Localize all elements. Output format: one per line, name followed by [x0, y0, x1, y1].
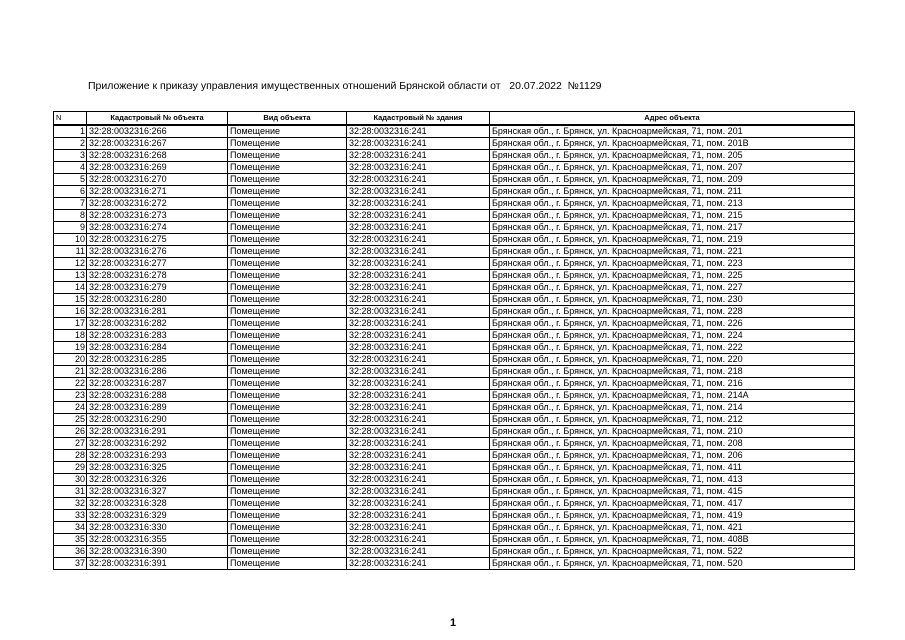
- address-cell: Брянская обл., г. Брянск, ул. Красноармейская, 71, пом. 411: [490, 462, 855, 474]
- table-row: [54, 378, 855, 390]
- building-number-cell: 32:28:0032316:241: [347, 270, 490, 282]
- table-row: [54, 150, 855, 162]
- property-table: [53, 111, 855, 570]
- table-row: [54, 342, 855, 354]
- address-cell: Брянская обл., г. Брянск, ул. Красноармейская, 71, пом. 419: [490, 510, 855, 522]
- building-number-cell: 32:28:0032316:241: [347, 125, 490, 138]
- address-cell: Брянская обл., г. Брянск, ул. Красноармейская, 71, пом. 212: [490, 414, 855, 426]
- object-type-cell: Помещение: [228, 546, 347, 558]
- address-cell: Брянская обл., г. Брянск, ул. Красноармейская, 71, пом. 216: [490, 378, 855, 390]
- address-cell: Брянская обл., г. Брянск, ул. Красноармейская, 71, пом. 205: [490, 150, 855, 162]
- object-type-cell: Помещение: [228, 150, 347, 162]
- object-type-cell: Помещение: [228, 558, 347, 570]
- cadastral-number-cell: 32:28:0032316:291: [87, 426, 228, 438]
- building-number-cell: 32:28:0032316:241: [347, 438, 490, 450]
- cadastral-number-cell: 32:28:0032316:277: [87, 258, 228, 270]
- cadastral-number-cell: 32:28:0032316:275: [87, 234, 228, 246]
- building-number-cell: 32:28:0032316:241: [347, 198, 490, 210]
- table-row: [54, 138, 855, 150]
- address-cell: Брянская обл., г. Брянск, ул. Красноармейская, 71, пом. 522: [490, 546, 855, 558]
- object-type-cell: Помещение: [228, 162, 347, 174]
- address-cell: Брянская обл., г. Брянск, ул. Красноармейская, 71, пом. 207: [490, 162, 855, 174]
- cadastral-number-cell: 32:28:0032316:390: [87, 546, 228, 558]
- address-cell: Брянская обл., г. Брянск, ул. Красноармейская, 71, пом. 228: [490, 306, 855, 318]
- row-number-cell: 21: [54, 366, 87, 378]
- address-cell: Брянская обл., г. Брянск, ул. Красноармейская, 71, пом. 408В: [490, 534, 855, 546]
- building-number-cell: 32:28:0032316:241: [347, 486, 490, 498]
- object-type-cell: Помещение: [228, 174, 347, 186]
- address-cell: Брянская обл., г. Брянск, ул. Красноармейская, 71, пом. 413: [490, 474, 855, 486]
- row-number-cell: 4: [54, 162, 87, 174]
- column-header-address: Адрес объекта: [490, 112, 855, 126]
- row-number-cell: 20: [54, 354, 87, 366]
- row-number-cell: 33: [54, 510, 87, 522]
- table-row: [54, 366, 855, 378]
- building-number-cell: 32:28:0032316:241: [347, 222, 490, 234]
- table-row: [54, 246, 855, 258]
- table-row: [54, 318, 855, 330]
- object-type-cell: Помещение: [228, 402, 347, 414]
- cadastral-number-cell: 32:28:0032316:391: [87, 558, 228, 570]
- building-number-cell: 32:28:0032316:241: [347, 534, 490, 546]
- cadastral-number-cell: 32:28:0032316:329: [87, 510, 228, 522]
- address-cell: Брянская обл., г. Брянск, ул. Красноармейская, 71, пом. 218: [490, 366, 855, 378]
- table-row: [54, 270, 855, 282]
- address-cell: Брянская обл., г. Брянск, ул. Красноармейская, 71, пом. 209: [490, 174, 855, 186]
- row-number-cell: 16: [54, 306, 87, 318]
- table-row: [54, 414, 855, 426]
- object-type-cell: Помещение: [228, 534, 347, 546]
- building-number-cell: 32:28:0032316:241: [347, 150, 490, 162]
- cadastral-number-cell: 32:28:0032316:283: [87, 330, 228, 342]
- table-row: [54, 438, 855, 450]
- building-number-cell: 32:28:0032316:241: [347, 210, 490, 222]
- building-number-cell: 32:28:0032316:241: [347, 462, 490, 474]
- address-cell: Брянская обл., г. Брянск, ул. Красноармейская, 71, пом. 201: [490, 125, 855, 138]
- building-number-cell: 32:28:0032316:241: [347, 306, 490, 318]
- address-cell: Брянская обл., г. Брянск, ул. Красноармейская, 71, пом. 210: [490, 426, 855, 438]
- object-type-cell: Помещение: [228, 270, 347, 282]
- table-row: [54, 306, 855, 318]
- row-number-cell: 24: [54, 402, 87, 414]
- object-type-cell: Помещение: [228, 354, 347, 366]
- row-number-cell: 27: [54, 438, 87, 450]
- table-row: [54, 222, 855, 234]
- building-number-cell: 32:28:0032316:241: [347, 366, 490, 378]
- row-number-cell: 18: [54, 330, 87, 342]
- cadastral-number-cell: 32:28:0032316:326: [87, 474, 228, 486]
- page-number: 1: [450, 617, 457, 629]
- table-row: [54, 162, 855, 174]
- cadastral-number-cell: 32:28:0032316:282: [87, 318, 228, 330]
- object-type-cell: Помещение: [228, 282, 347, 294]
- building-number-cell: 32:28:0032316:241: [347, 174, 490, 186]
- building-number-cell: 32:28:0032316:241: [347, 426, 490, 438]
- cadastral-number-cell: 32:28:0032316:286: [87, 366, 228, 378]
- row-number-cell: 32: [54, 498, 87, 510]
- row-number-cell: 2: [54, 138, 87, 150]
- object-type-cell: Помещение: [228, 330, 347, 342]
- table-row: [54, 450, 855, 462]
- row-number-cell: 5: [54, 174, 87, 186]
- building-number-cell: 32:28:0032316:241: [347, 330, 490, 342]
- column-header-n: N: [54, 112, 87, 126]
- address-cell: Брянская обл., г. Брянск, ул. Красноармейская, 71, пом. 201В: [490, 138, 855, 150]
- table-row: [54, 198, 855, 210]
- address-cell: Брянская обл., г. Брянск, ул. Красноармейская, 71, пом. 215: [490, 210, 855, 222]
- row-number-cell: 9: [54, 222, 87, 234]
- cadastral-number-cell: 32:28:0032316:280: [87, 294, 228, 306]
- row-number-cell: 25: [54, 414, 87, 426]
- table-row: [54, 402, 855, 414]
- building-number-cell: 32:28:0032316:241: [347, 414, 490, 426]
- address-cell: Брянская обл., г. Брянск, ул. Красноармейская, 71, пом. 211: [490, 186, 855, 198]
- object-type-cell: Помещение: [228, 414, 347, 426]
- object-type-cell: Помещение: [228, 366, 347, 378]
- cadastral-number-cell: 32:28:0032316:292: [87, 438, 228, 450]
- address-cell: Брянская обл., г. Брянск, ул. Красноармейская, 71, пом. 417: [490, 498, 855, 510]
- address-cell: Брянская обл., г. Брянск, ул. Красноармейская, 71, пом. 222: [490, 342, 855, 354]
- cadastral-number-cell: 32:28:0032316:279: [87, 282, 228, 294]
- row-number-cell: 8: [54, 210, 87, 222]
- object-type-cell: Помещение: [228, 234, 347, 246]
- cadastral-number-cell: 32:28:0032316:269: [87, 162, 228, 174]
- cadastral-number-cell: 32:28:0032316:268: [87, 150, 228, 162]
- row-number-cell: 11: [54, 246, 87, 258]
- table-row: [54, 210, 855, 222]
- cadastral-number-cell: 32:28:0032316:325: [87, 462, 228, 474]
- row-number-cell: 14: [54, 282, 87, 294]
- row-number-cell: 31: [54, 486, 87, 498]
- row-number-cell: 30: [54, 474, 87, 486]
- table-row: [54, 234, 855, 246]
- cadastral-number-cell: 32:28:0032316:274: [87, 222, 228, 234]
- address-cell: Брянская обл., г. Брянск, ул. Красноармейская, 71, пом. 421: [490, 522, 855, 534]
- object-type-cell: Помещение: [228, 125, 347, 138]
- building-number-cell: 32:28:0032316:241: [347, 546, 490, 558]
- address-cell: Брянская обл., г. Брянск, ул. Красноармейская, 71, пом. 213: [490, 198, 855, 210]
- object-type-cell: Помещение: [228, 210, 347, 222]
- building-number-cell: 32:28:0032316:241: [347, 162, 490, 174]
- building-number-cell: 32:28:0032316:241: [347, 138, 490, 150]
- object-type-cell: Помещение: [228, 138, 347, 150]
- address-cell: Брянская обл., г. Брянск, ул. Красноармейская, 71, пом. 221: [490, 246, 855, 258]
- row-number-cell: 15: [54, 294, 87, 306]
- cadastral-number-cell: 32:28:0032316:281: [87, 306, 228, 318]
- cadastral-number-cell: 32:28:0032316:328: [87, 498, 228, 510]
- object-type-cell: Помещение: [228, 258, 347, 270]
- cadastral-number-cell: 32:28:0032316:288: [87, 390, 228, 402]
- row-number-cell: 35: [54, 534, 87, 546]
- object-type-cell: Помещение: [228, 378, 347, 390]
- cadastral-number-cell: 32:28:0032316:284: [87, 342, 228, 354]
- cadastral-number-cell: 32:28:0032316:271: [87, 186, 228, 198]
- table-row: [54, 546, 855, 558]
- object-type-cell: Помещение: [228, 474, 347, 486]
- column-header-type: Вид объекта: [228, 112, 347, 126]
- address-cell: Брянская обл., г. Брянск, ул. Красноармейская, 71, пом. 520: [490, 558, 855, 570]
- table-row: [54, 390, 855, 402]
- document-title: Приложение к приказу управления имущественных отношений Брянской области от 20.07.2022 №1129: [88, 80, 602, 92]
- row-number-cell: 17: [54, 318, 87, 330]
- building-number-cell: 32:28:0032316:241: [347, 186, 490, 198]
- object-type-cell: Помещение: [228, 426, 347, 438]
- object-type-cell: Помещение: [228, 246, 347, 258]
- address-cell: Брянская обл., г. Брянск, ул. Красноармейская, 71, пом. 217: [490, 222, 855, 234]
- cadastral-number-cell: 32:28:0032316:272: [87, 198, 228, 210]
- object-type-cell: Помещение: [228, 510, 347, 522]
- table-row: [54, 510, 855, 522]
- object-type-cell: Помещение: [228, 462, 347, 474]
- table-row: [54, 174, 855, 186]
- table-row: [54, 534, 855, 546]
- building-number-cell: 32:28:0032316:241: [347, 450, 490, 462]
- object-type-cell: Помещение: [228, 198, 347, 210]
- address-cell: Брянская обл., г. Брянск, ул. Красноармейская, 71, пом. 415: [490, 486, 855, 498]
- cadastral-number-cell: 32:28:0032316:278: [87, 270, 228, 282]
- cadastral-number-cell: 32:28:0032316:355: [87, 534, 228, 546]
- building-number-cell: 32:28:0032316:241: [347, 342, 490, 354]
- table-body: [54, 125, 855, 570]
- building-number-cell: 32:28:0032316:241: [347, 258, 490, 270]
- object-type-cell: Помещение: [228, 186, 347, 198]
- table-row: [54, 474, 855, 486]
- building-number-cell: 32:28:0032316:241: [347, 246, 490, 258]
- cadastral-number-cell: 32:28:0032316:285: [87, 354, 228, 366]
- address-cell: Брянская обл., г. Брянск, ул. Красноармейская, 71, пом. 223: [490, 258, 855, 270]
- table-row: [54, 125, 855, 138]
- cadastral-number-cell: 32:28:0032316:287: [87, 378, 228, 390]
- row-number-cell: 34: [54, 522, 87, 534]
- object-type-cell: Помещение: [228, 294, 347, 306]
- cadastral-number-cell: 32:28:0032316:267: [87, 138, 228, 150]
- object-type-cell: Помещение: [228, 390, 347, 402]
- object-type-cell: Помещение: [228, 438, 347, 450]
- object-type-cell: Помещение: [228, 222, 347, 234]
- building-number-cell: 32:28:0032316:241: [347, 558, 490, 570]
- row-number-cell: 6: [54, 186, 87, 198]
- building-number-cell: 32:28:0032316:241: [347, 498, 490, 510]
- address-cell: Брянская обл., г. Брянск, ул. Красноармейская, 71, пом. 227: [490, 282, 855, 294]
- building-number-cell: 32:28:0032316:241: [347, 234, 490, 246]
- cadastral-number-cell: 32:28:0032316:289: [87, 402, 228, 414]
- row-number-cell: 26: [54, 426, 87, 438]
- building-number-cell: 32:28:0032316:241: [347, 474, 490, 486]
- object-type-cell: Помещение: [228, 486, 347, 498]
- table-row: [54, 462, 855, 474]
- cadastral-number-cell: 32:28:0032316:293: [87, 450, 228, 462]
- table-row: [54, 186, 855, 198]
- table-row: [54, 558, 855, 570]
- object-type-cell: Помещение: [228, 450, 347, 462]
- table-row: [54, 498, 855, 510]
- building-number-cell: 32:28:0032316:241: [347, 510, 490, 522]
- row-number-cell: 10: [54, 234, 87, 246]
- row-number-cell: 22: [54, 378, 87, 390]
- building-number-cell: 32:28:0032316:241: [347, 378, 490, 390]
- cadastral-number-cell: 32:28:0032316:290: [87, 414, 228, 426]
- row-number-cell: 7: [54, 198, 87, 210]
- object-type-cell: Помещение: [228, 342, 347, 354]
- building-number-cell: 32:28:0032316:241: [347, 402, 490, 414]
- building-number-cell: 32:28:0032316:241: [347, 294, 490, 306]
- row-number-cell: 1: [54, 125, 87, 138]
- row-number-cell: 28: [54, 450, 87, 462]
- object-type-cell: Помещение: [228, 498, 347, 510]
- row-number-cell: 29: [54, 462, 87, 474]
- table-row: [54, 486, 855, 498]
- row-number-cell: 3: [54, 150, 87, 162]
- row-number-cell: 23: [54, 390, 87, 402]
- table-row: [54, 354, 855, 366]
- row-number-cell: 36: [54, 546, 87, 558]
- address-cell: Брянская обл., г. Брянск, ул. Красноармейская, 71, пом. 226: [490, 318, 855, 330]
- address-cell: Брянская обл., г. Брянск, ул. Красноармейская, 71, пом. 220: [490, 354, 855, 366]
- cadastral-number-cell: 32:28:0032316:266: [87, 125, 228, 138]
- building-number-cell: 32:28:0032316:241: [347, 522, 490, 534]
- cadastral-number-cell: 32:28:0032316:330: [87, 522, 228, 534]
- address-cell: Брянская обл., г. Брянск, ул. Красноармейская, 71, пом. 214А: [490, 390, 855, 402]
- table-header-row: [54, 112, 855, 126]
- building-number-cell: 32:28:0032316:241: [347, 390, 490, 402]
- object-type-cell: Помещение: [228, 306, 347, 318]
- address-cell: Брянская обл., г. Брянск, ул. Красноармейская, 71, пом. 208: [490, 438, 855, 450]
- row-number-cell: 12: [54, 258, 87, 270]
- building-number-cell: 32:28:0032316:241: [347, 354, 490, 366]
- cadastral-number-cell: 32:28:0032316:273: [87, 210, 228, 222]
- cadastral-number-cell: 32:28:0032316:327: [87, 486, 228, 498]
- address-cell: Брянская обл., г. Брянск, ул. Красноармейская, 71, пом. 219: [490, 234, 855, 246]
- table-row: [54, 330, 855, 342]
- cadastral-number-cell: 32:28:0032316:270: [87, 174, 228, 186]
- address-cell: Брянская обл., г. Брянск, ул. Красноармейская, 71, пом. 214: [490, 402, 855, 414]
- object-type-cell: Помещение: [228, 522, 347, 534]
- table-row: [54, 522, 855, 534]
- row-number-cell: 19: [54, 342, 87, 354]
- table-row: [54, 426, 855, 438]
- object-type-cell: Помещение: [228, 318, 347, 330]
- column-header-cadastral: Кадастровый № объекта: [87, 112, 228, 126]
- column-header-building: Кадастровый № здания: [347, 112, 490, 126]
- table-row: [54, 258, 855, 270]
- building-number-cell: 32:28:0032316:241: [347, 282, 490, 294]
- address-cell: Брянская обл., г. Брянск, ул. Красноармейская, 71, пом. 224: [490, 330, 855, 342]
- building-number-cell: 32:28:0032316:241: [347, 318, 490, 330]
- row-number-cell: 37: [54, 558, 87, 570]
- address-cell: Брянская обл., г. Брянск, ул. Красноармейская, 71, пом. 230: [490, 294, 855, 306]
- address-cell: Брянская обл., г. Брянск, ул. Красноармейская, 71, пом. 206: [490, 450, 855, 462]
- row-number-cell: 13: [54, 270, 87, 282]
- cadastral-number-cell: 32:28:0032316:276: [87, 246, 228, 258]
- table-row: [54, 294, 855, 306]
- address-cell: Брянская обл., г. Брянск, ул. Красноармейская, 71, пом. 225: [490, 270, 855, 282]
- table-row: [54, 282, 855, 294]
